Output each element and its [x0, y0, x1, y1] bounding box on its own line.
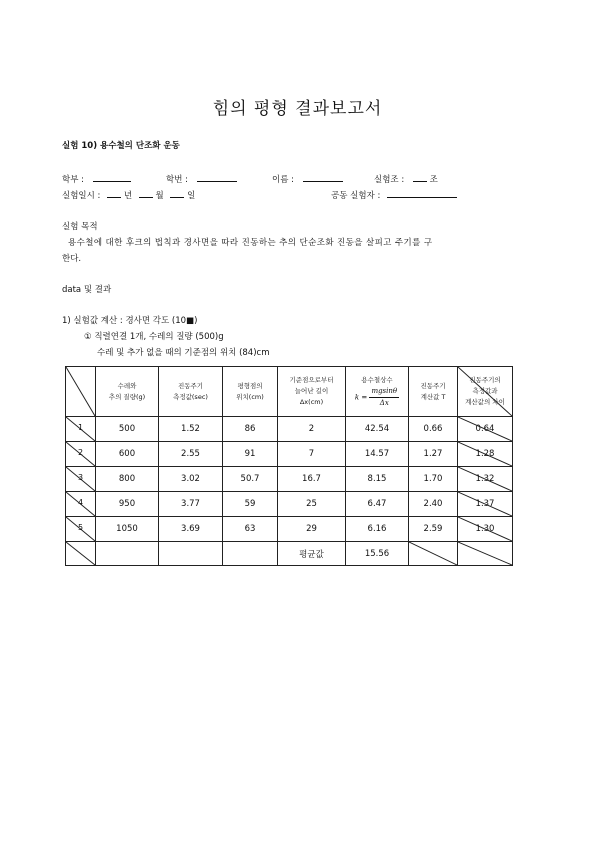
calc-line-1: ① 직렬연결 1개, 수레의 질량 (500)g [84, 332, 224, 342]
period-calculated-cell: 1.70 [409, 467, 458, 492]
avg-empty-cell [96, 542, 159, 566]
row-index-cell: 4 [66, 492, 96, 517]
row-index-cell: 1 [66, 417, 96, 442]
student-no-label: 학번 : [166, 175, 188, 185]
avg-crossed-cell [458, 542, 513, 566]
equilibrium-cell: 50.7 [223, 467, 278, 492]
avg-crossed-cell [409, 542, 458, 566]
header-equilibrium-position: 평형점의 위치(cm) [223, 367, 278, 417]
page-title: 힘의 평형 결과보고서 [212, 99, 383, 119]
extension-cell: 29 [278, 517, 346, 542]
avg-label: 평균값 [278, 542, 346, 566]
header-period-difference: 진동주기의 측정값과 계산값의 차이 [458, 367, 513, 417]
partner-label: 공동 실험자 : [331, 191, 381, 201]
day-label: 일 [187, 191, 196, 201]
day-blank[interactable] [170, 188, 184, 198]
avg-value: 15.56 [346, 542, 409, 566]
name-label: 이름 : [272, 175, 294, 185]
difference-cell: 0.64 [458, 417, 513, 442]
difference-cell: 1.28 [458, 442, 513, 467]
purpose-heading: 실험 목적 [62, 222, 98, 232]
data-heading: data 및 결과 [62, 285, 112, 295]
equilibrium-cell: 86 [223, 417, 278, 442]
mass-cell: 500 [96, 417, 159, 442]
name-blank[interactable] [303, 172, 343, 182]
spring-constant-cell: 42.54 [346, 417, 409, 442]
equilibrium-cell: 91 [223, 442, 278, 467]
period-calculated-cell: 2.40 [409, 492, 458, 517]
header-extension: 기준점으로부터 늘어난 길이 Δx(cm) [278, 367, 346, 417]
date-label: 실험일시 : [62, 191, 101, 201]
dept-blank[interactable] [93, 172, 131, 182]
period-measured-cell: 3.02 [159, 467, 223, 492]
results-table [65, 366, 513, 566]
student-no-field [166, 172, 237, 185]
difference-cell: 1.30 [458, 517, 513, 542]
mass-cell: 600 [96, 442, 159, 467]
dept-label: 학부 : [62, 175, 84, 185]
corner-cell [66, 367, 96, 417]
row-index-cell: 2 [66, 442, 96, 467]
experiment-title: 실험 10) 용수철의 단조화 운동 [62, 141, 180, 151]
extension-cell: 7 [278, 442, 346, 467]
extension-cell: 2 [278, 417, 346, 442]
table-row [66, 467, 513, 492]
calc-line-2: 수레 및 추가 없을 때의 기준점의 위치 (84)cm [97, 348, 270, 358]
header-row [66, 367, 513, 417]
table-row [66, 417, 513, 442]
year-label: 년 [123, 191, 133, 201]
spring-constant-cell: 8.15 [346, 467, 409, 492]
calc-heading: 1) 실험값 계산 : 경사면 각도 (10■) [62, 316, 198, 326]
month-blank[interactable] [139, 188, 153, 198]
table-row [66, 442, 513, 467]
spring-constant-formula: k = $\frac{mgsin\theta}{\Delta x}$ [354, 386, 398, 407]
extension-cell: 16.7 [278, 467, 346, 492]
table-row [66, 492, 513, 517]
mass-cell: 950 [96, 492, 159, 517]
partner-blank[interactable] [387, 188, 457, 198]
student-no-blank[interactable] [197, 172, 237, 182]
row-index-cell: 3 [66, 467, 96, 492]
table-row [66, 517, 513, 542]
header-period-measured: 진동주기 측정값(sec) [159, 367, 223, 417]
equilibrium-cell: 63 [223, 517, 278, 542]
period-measured-cell: 2.55 [159, 442, 223, 467]
header-period-calculated: 진동주기 계산값 T [409, 367, 458, 417]
group-field [374, 172, 438, 185]
difference-cell: 1.37 [458, 492, 513, 517]
mass-cell: 800 [96, 467, 159, 492]
equilibrium-cell: 59 [223, 492, 278, 517]
difference-cell: 1.32 [458, 467, 513, 492]
group-label: 실험조 : [374, 175, 405, 185]
header-mass: 수레와 추의 질량(g) [96, 367, 159, 417]
spring-constant-cell: 14.57 [346, 442, 409, 467]
year-blank[interactable] [107, 188, 121, 198]
avg-index-cell [66, 542, 96, 566]
average-row [66, 542, 513, 566]
purpose-text-1: 용수철에 대한 후크의 법칙과 경사면을 따라 진동하는 추의 단순조화 진동을 살피고 주기를 구 [68, 238, 433, 248]
partner-field [331, 188, 457, 201]
month-label: 월 [155, 191, 164, 201]
extension-cell: 25 [278, 492, 346, 517]
period-measured-cell: 1.52 [159, 417, 223, 442]
name-field [272, 172, 343, 185]
mass-cell: 1050 [96, 517, 159, 542]
row-index-cell: 5 [66, 517, 96, 542]
header-spring-constant: 용수철상수 k = $\frac{mgsin\theta}{\Delta x}$ [346, 367, 409, 417]
spring-constant-cell: 6.16 [346, 517, 409, 542]
period-measured-cell: 3.77 [159, 492, 223, 517]
group-suffix: 조 [429, 175, 438, 185]
period-measured-cell: 3.69 [159, 517, 223, 542]
period-calculated-cell: 2.59 [409, 517, 458, 542]
period-calculated-cell: 1.27 [409, 442, 458, 467]
purpose-text-2: 한다. [62, 254, 82, 264]
period-calculated-cell: 0.66 [409, 417, 458, 442]
dept-field [62, 172, 131, 185]
avg-empty-cell [223, 542, 278, 566]
date-field [62, 188, 195, 201]
spring-constant-cell: 6.47 [346, 492, 409, 517]
avg-empty-cell [159, 542, 223, 566]
group-blank[interactable] [413, 172, 427, 182]
